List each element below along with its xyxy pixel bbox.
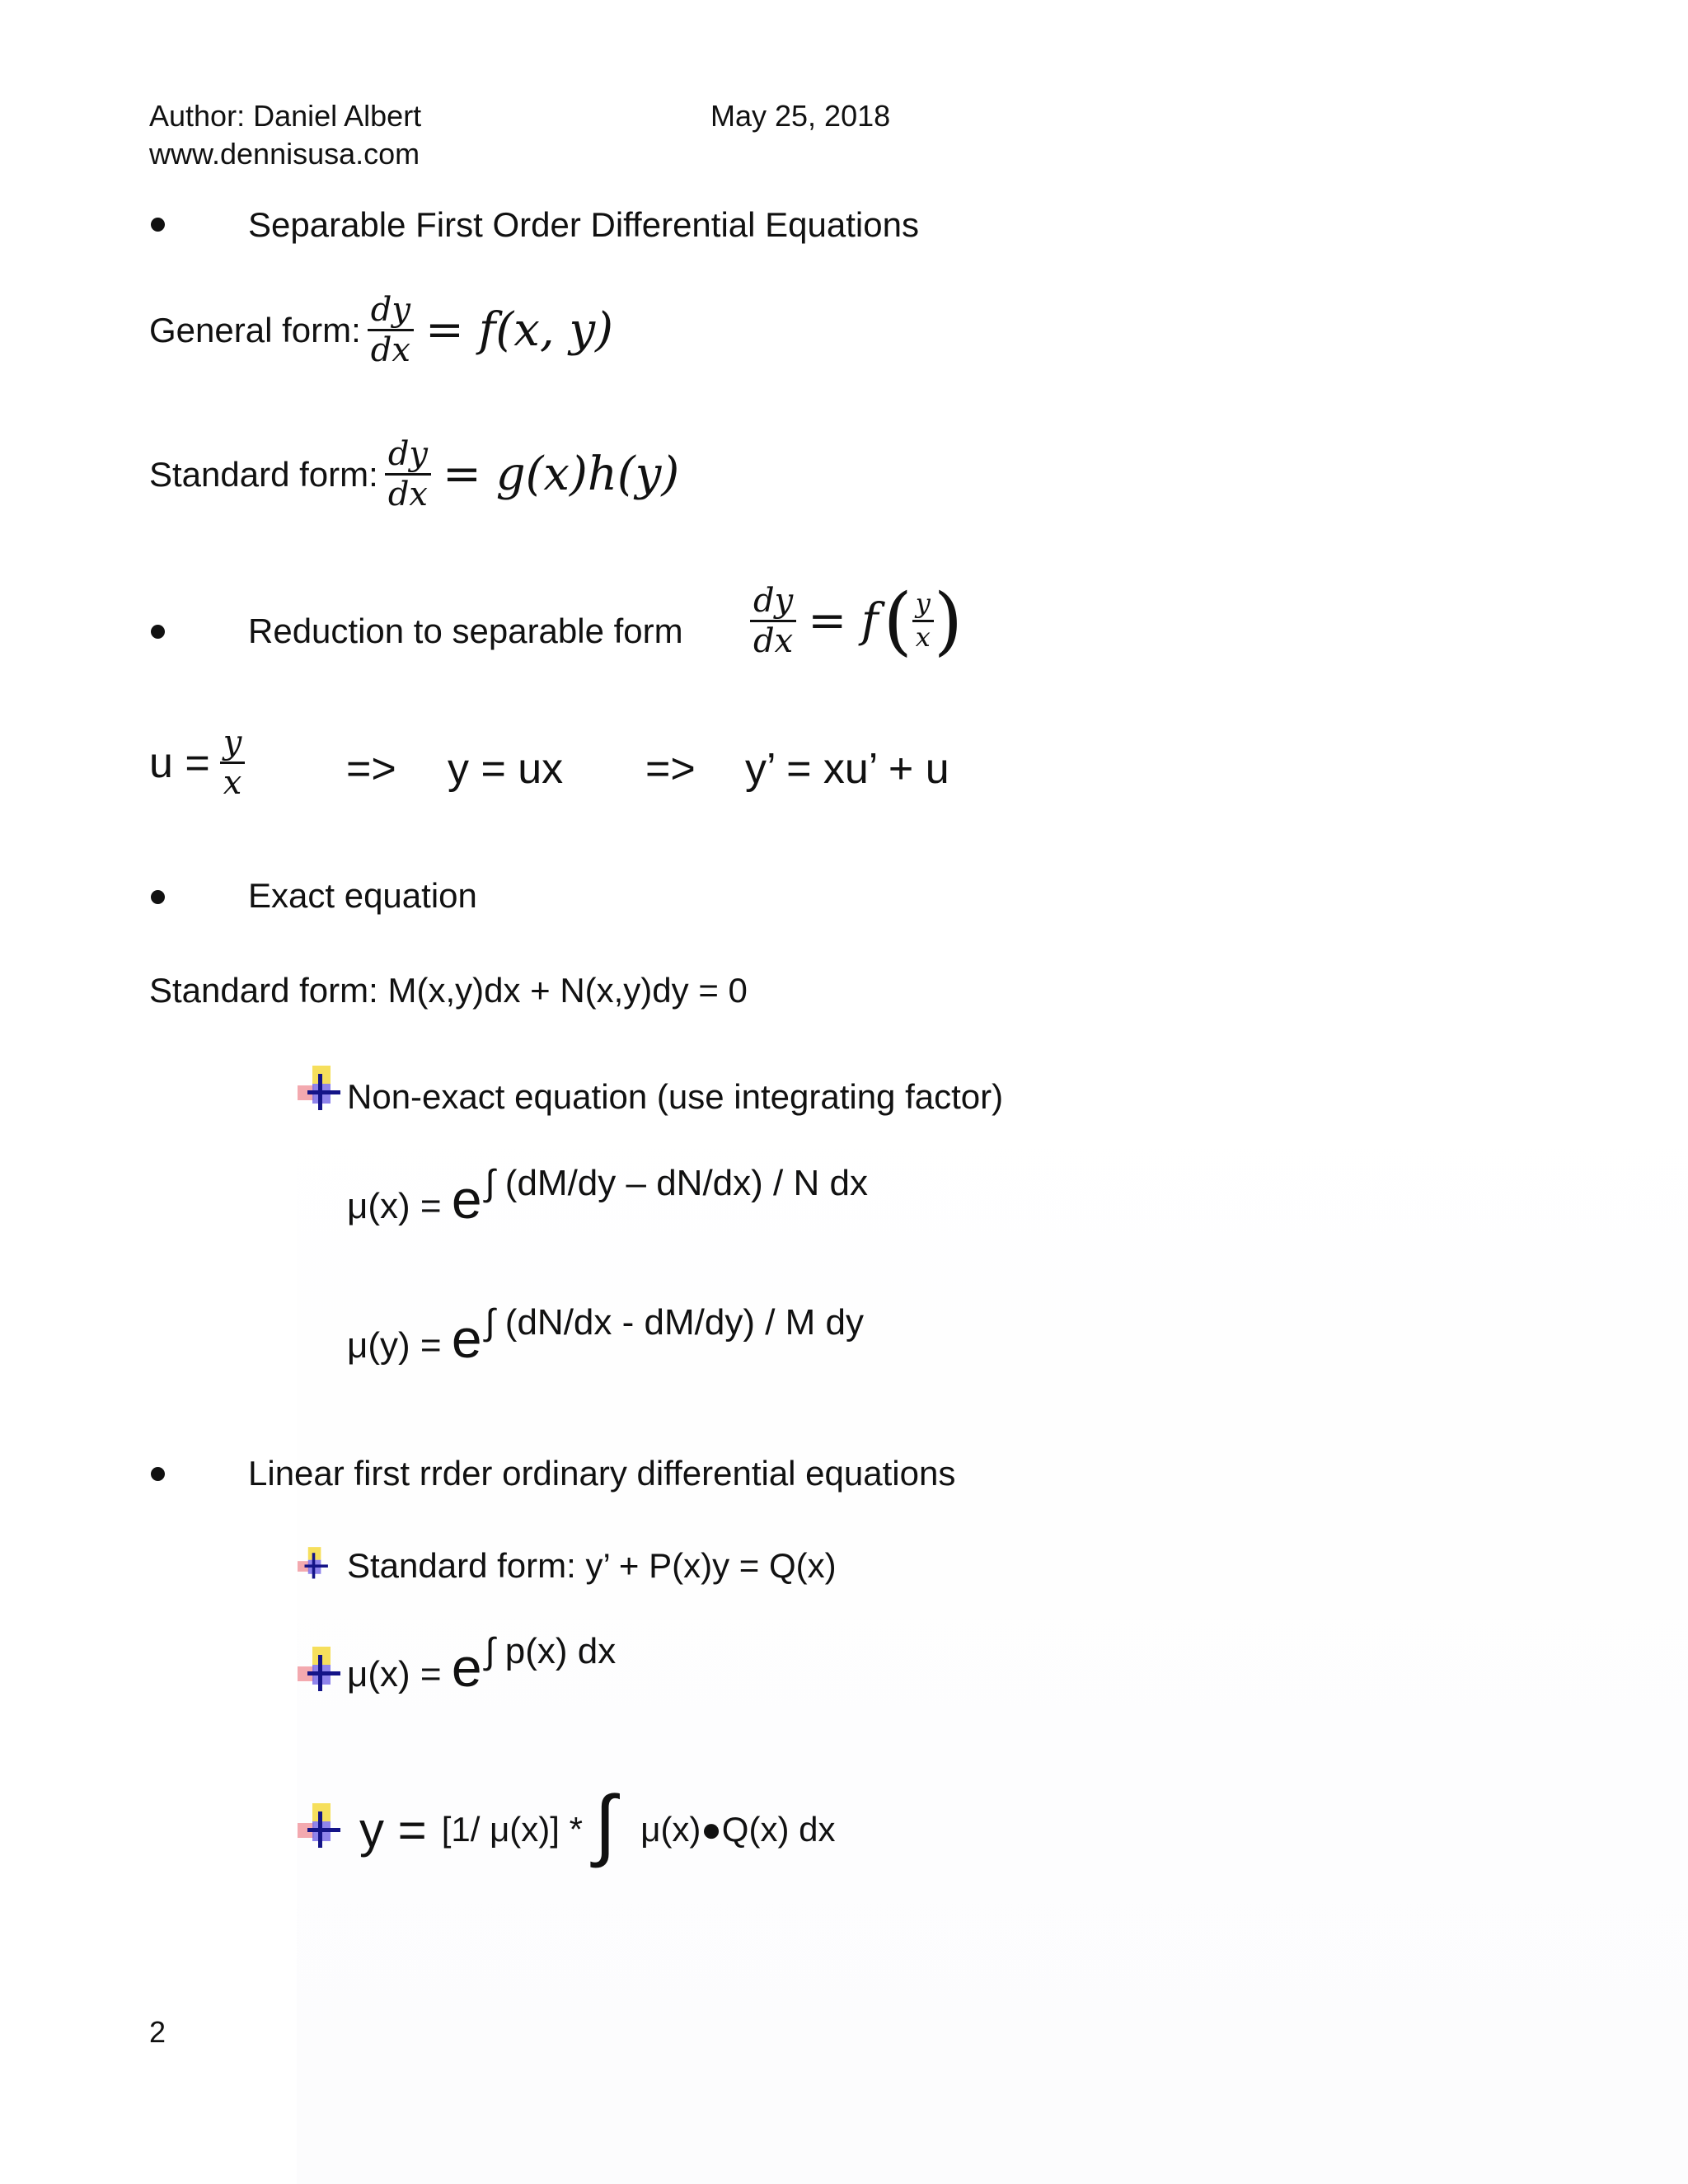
fraction-numerator: dy (385, 437, 431, 476)
implies-arrow: => (346, 745, 396, 793)
fraction-denominator: dx (370, 331, 410, 369)
cross-bullet-icon (298, 1066, 349, 1112)
general-form-equation (149, 293, 613, 368)
step-derivative: y’ = xu’ + u (745, 745, 950, 793)
cross-bullet-icon (298, 1647, 349, 1693)
general-form-rhs: = f(x, y) (424, 303, 613, 357)
fraction-dy-dx (750, 583, 796, 658)
fraction-numerator: dy (750, 583, 796, 622)
substitution-lhs: u = (149, 738, 210, 787)
fraction-y-x (912, 590, 934, 651)
solution-integrand: μ(x)●Q(x) dx (640, 1810, 836, 1849)
linear-mu-formula (347, 1631, 617, 1699)
bullet-dot (151, 625, 165, 639)
step-y-equals-ux: y = ux (448, 745, 564, 793)
website-line: www.dennisusa.com (149, 137, 420, 171)
bullet-dot (151, 1467, 165, 1481)
substitution-line (149, 725, 245, 800)
fraction-denominator: dx (387, 476, 428, 513)
fraction-y-x (220, 725, 246, 800)
section-heading-exact: Exact equation (248, 876, 477, 915)
integral-sign: ∫ (593, 1780, 617, 1868)
linear-mu-lhs: μ(x) = (347, 1654, 452, 1694)
cross-bullet-icon (298, 1803, 349, 1849)
solution-factor: [1/ μ(x)] * (441, 1810, 583, 1849)
fraction-numerator: dy (368, 293, 414, 331)
equals-f: = f (808, 594, 879, 648)
linear-solution-formula (359, 1772, 835, 1887)
fraction-numerator: y (220, 725, 246, 764)
non-exact-heading: Non-exact equation (use integrating factor) (347, 1077, 1004, 1116)
date-line: May 25, 2018 (710, 99, 891, 133)
fraction-denominator: x (223, 764, 242, 802)
section-heading-separable: Separable First Order Differential Equations (248, 205, 919, 244)
page-number: 2 (149, 2015, 166, 2049)
author-line: Author: Daniel Albert (149, 99, 422, 133)
fraction-numerator: y (912, 590, 934, 622)
section-heading-reduction: Reduction to separable form (248, 612, 683, 650)
standard-form-equation (149, 437, 679, 512)
standard-form-label: Standard form: (149, 454, 378, 494)
right-paren: ) (933, 577, 963, 664)
mu-x-exponent: ∫ (dM/dy – dN/dx) / N dx (485, 1163, 868, 1203)
exact-standard-form: Standard form: M(x,y)dx + N(x,y)dy = 0 (149, 971, 748, 1010)
standard-form-rhs: = g(x)h(y) (443, 448, 680, 501)
mu-y-lhs: μ(y) = (347, 1325, 452, 1366)
fraction-denominator: dx (753, 622, 794, 660)
mu-x-formula (347, 1163, 868, 1230)
mu-x-lhs: μ(x) = (347, 1186, 452, 1226)
implies-arrow: => (645, 745, 696, 793)
exponential-e: e (451, 1637, 482, 1698)
mu-y-formula (347, 1302, 864, 1370)
fraction-dy-dx (385, 437, 431, 512)
bullet-dot (151, 218, 165, 232)
linear-mu-exponent: ∫ p(x) dx (485, 1631, 617, 1671)
linear-standard-form: Standard form: y’ + P(x)y = Q(x) (347, 1546, 837, 1585)
exponential-e: e (451, 1169, 482, 1230)
general-form-label: General form: (149, 310, 361, 349)
cross-bullet-icon (298, 1547, 334, 1580)
exponential-e: e (451, 1308, 482, 1369)
homogeneous-equation (750, 577, 963, 664)
solution-lhs: y = (359, 1802, 427, 1858)
section-heading-linear: Linear first rrder ordinary differential equations (248, 1454, 956, 1493)
fraction-denominator: x (915, 621, 931, 653)
mu-y-exponent: ∫ (dN/dx - dM/dy) / M dy (485, 1302, 864, 1343)
bullet-dot (151, 890, 165, 904)
fraction-dy-dx (368, 293, 414, 368)
left-paren: ( (883, 577, 912, 664)
